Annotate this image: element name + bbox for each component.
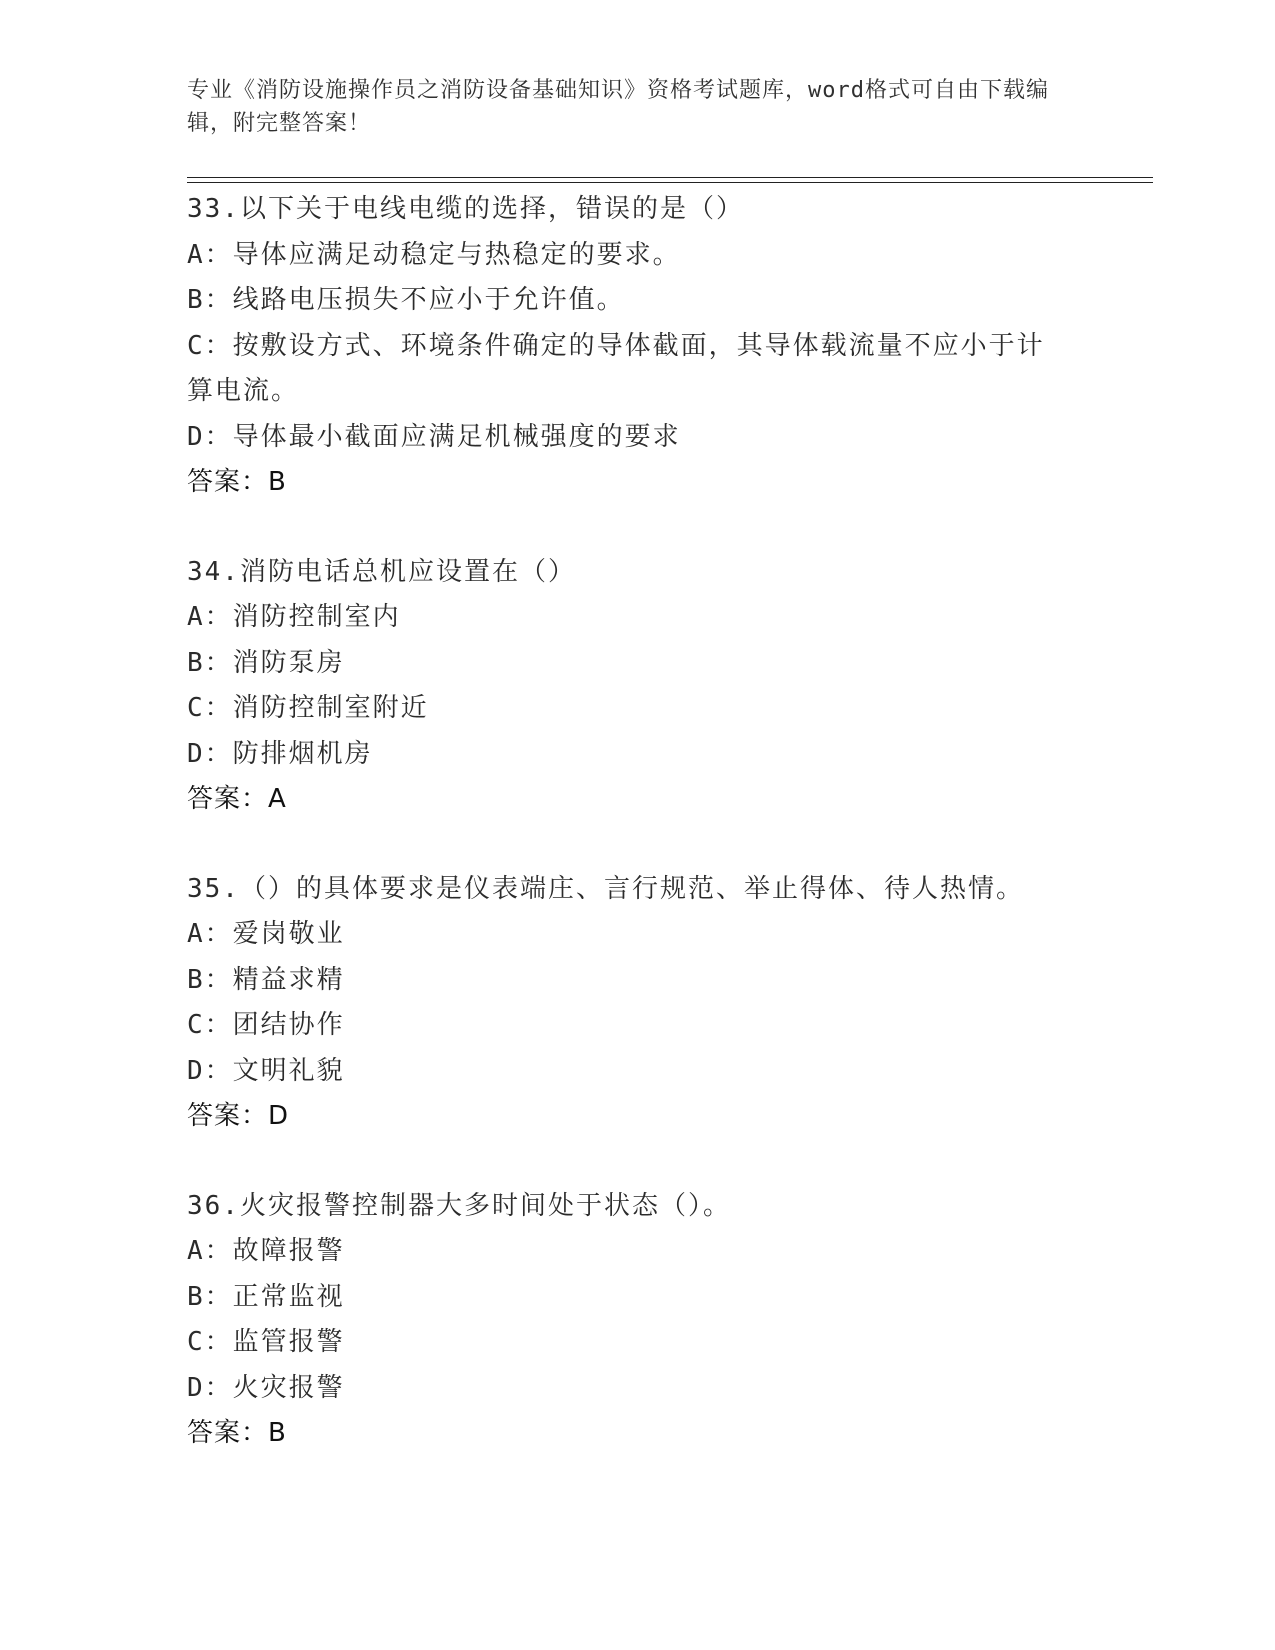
answer: 答案：B [187, 1418, 287, 1448]
document-header: 专业《消防设施操作员之消防设备基础知识》资格考试题库，word格式可自由下载编辑，附完整答案！ [187, 78, 1049, 136]
option-a: A：导体应满足动稳定与热稳定的要求。 [187, 239, 681, 270]
option-c: C：按敷设方式、环境条件确定的导体截面，其导体载流量不应小于计算电流。 [187, 330, 1045, 406]
option-c: C：消防控制室附近 [187, 693, 429, 723]
option-a: A：故障报警 [187, 1236, 345, 1266]
header-divider-bottom [187, 182, 1153, 183]
question-list [187, 187, 1087, 1501]
answer: 答案：D [187, 1101, 290, 1131]
question-33 [187, 187, 1087, 506]
option-d: D：火灾报警 [187, 1372, 345, 1403]
option-b: B：消防泵房 [187, 647, 345, 678]
option-b: B：精益求精 [187, 964, 345, 995]
option-c: C：团结协作 [187, 1010, 345, 1040]
option-d: D：导体最小截面应满足机械强度的要求 [187, 421, 681, 452]
option-a: A：消防控制室内 [187, 602, 401, 632]
question-stem: 34.消防电话总机应设置在（） [187, 556, 576, 587]
answer: 答案：A [187, 784, 287, 814]
question-stem: 33.以下关于电线电缆的选择，错误的是（） [187, 194, 744, 224]
option-b: B：正常监视 [187, 1281, 345, 1312]
option-c: C：监管报警 [187, 1327, 345, 1357]
option-d: D：防排烟机房 [187, 738, 373, 769]
option-d: D：文明礼貌 [187, 1055, 345, 1086]
question-34 [187, 550, 1087, 823]
question-36 [187, 1184, 1087, 1457]
option-a: A：爱岗敬业 [187, 919, 345, 949]
question-stem: 35.（）的具体要求是仪表端庄、言行规范、举止得体、待人热情。 [187, 873, 1024, 904]
question-35 [187, 867, 1087, 1140]
option-b: B：线路电压损失不应小于允许值。 [187, 285, 625, 315]
answer: 答案：B [187, 467, 287, 497]
question-stem: 36.火灾报警控制器大多时间处于状态（）。 [187, 1190, 731, 1221]
header-divider-top [187, 177, 1153, 178]
